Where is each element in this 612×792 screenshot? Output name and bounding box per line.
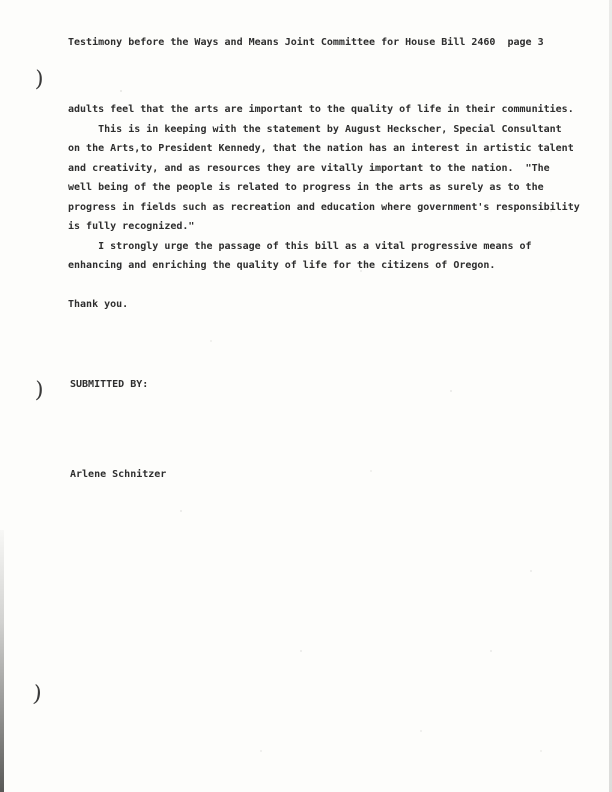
text-line: on the Arts,to President Kennedy, that the nation has an interest in artistic talent [68, 143, 574, 154]
text-line: I strongly urge the passage of this bill as a vital progressive means of [68, 240, 532, 252]
testimony-body [68, 100, 580, 315]
text-line: progress in fields such as recreation and education where government's responsibility [68, 201, 580, 213]
margin-paren-mark-top: ) [34, 66, 45, 93]
text-line: and creativity, and as resources they are vitally important to the nation. "The [68, 162, 550, 174]
margin-paren-mark-middle: ) [34, 377, 45, 404]
text-line: This is in keeping with the statement by August Heckscher, Special Consultant [68, 123, 562, 135]
text-line: enhancing and enriching the quality of life for the citizens of Oregon. [68, 260, 496, 271]
scan-noise-speckles [120, 90, 122, 92]
text-line: Thank you. [68, 299, 129, 310]
text-line [68, 276, 580, 296]
scan-edge-artifact-left [0, 530, 4, 792]
text-line: is fully recognized." [68, 221, 195, 232]
text-line: adults feel that the arts are important to the quality of life in their communities. [68, 104, 574, 115]
submitted-by-label: SUBMITTED BY: [70, 379, 149, 390]
margin-paren-mark-bottom: ) [31, 681, 43, 708]
signatory-name: Arlene Schnitzer [70, 469, 167, 480]
page-header: Testimony before the Ways and Means Joint Committee for House Bill 2460 page 3 [68, 37, 544, 48]
text-line: well being of the people is related to progress in the arts as surely as to the [68, 182, 544, 193]
